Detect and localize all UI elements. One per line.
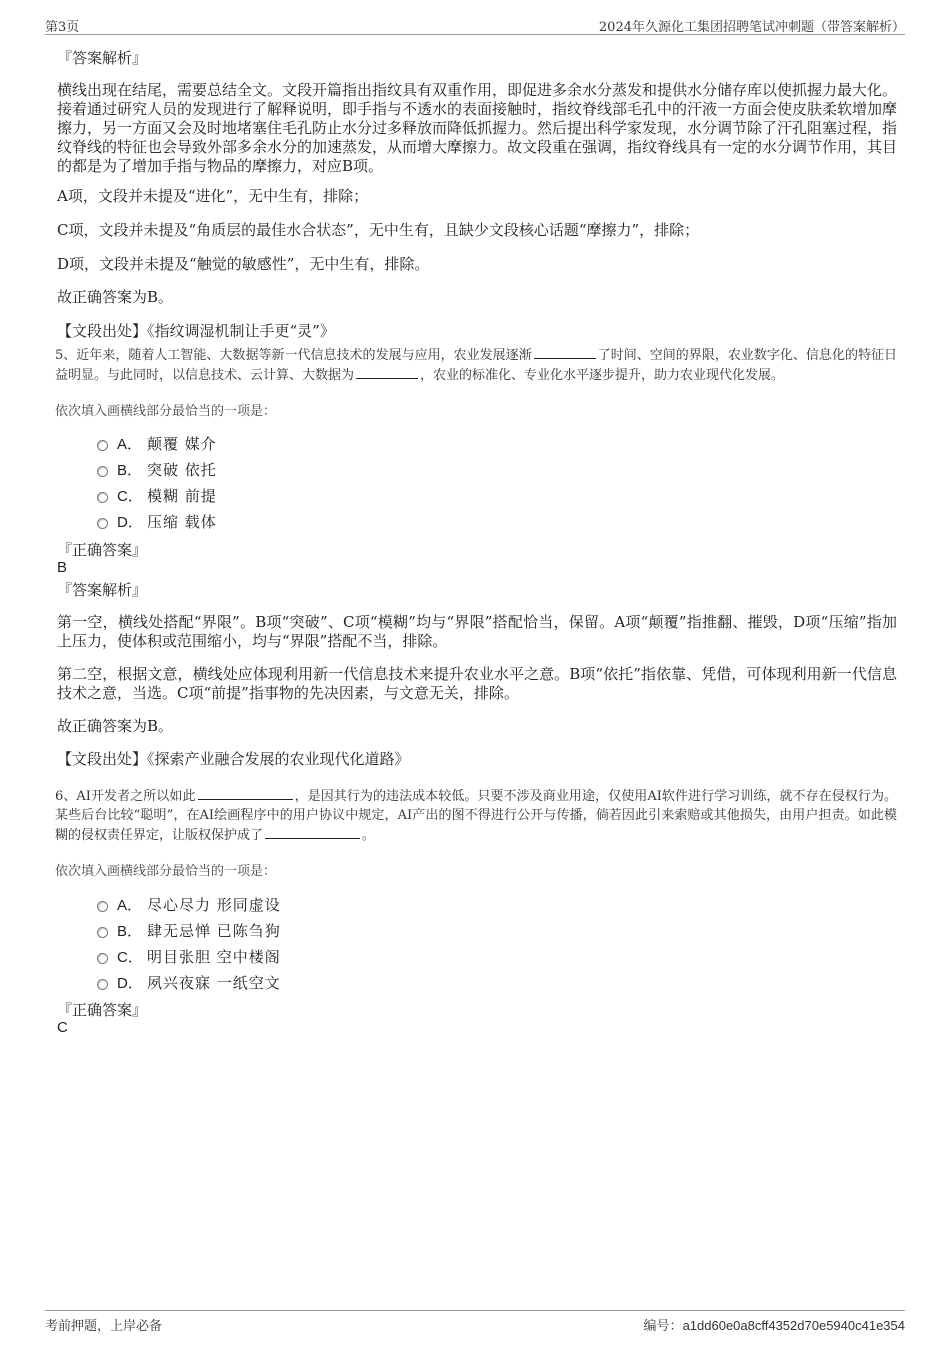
q5-option-a[interactable]	[97, 430, 397, 456]
option-letter: B．	[117, 922, 143, 940]
radio-icon[interactable]	[97, 518, 108, 529]
option-letter: D．	[117, 974, 143, 992]
q6-question-text	[55, 786, 897, 845]
footer-code-label: 编号：	[643, 1319, 683, 1334]
option-letter: B．	[117, 461, 143, 479]
footer-code-wrapper	[644, 1315, 905, 1334]
q6-prompt: 依次填入画横线部分最恰当的一项是：	[55, 864, 277, 879]
option-letter: D．	[117, 513, 143, 531]
q5-answer: B	[57, 559, 68, 576]
q4-analysis-label: 『答案解析』	[57, 49, 148, 67]
q6-blank-1	[198, 786, 293, 800]
q5-analysis-para-2: 第二空，根据文意，横线处应体现利用新一代信息技术来提升农业水平之意。B项“依托”指依靠、凭借，可体现利用新一代信息技术之意，当选。C项“前提”指事物的先决因素，与文意无关，排除。	[57, 665, 897, 702]
q5-answer-label: 『正确答案』	[57, 541, 148, 559]
q5-option-c[interactable]	[97, 482, 397, 508]
q5-blank-1	[534, 345, 596, 359]
q6-options	[97, 891, 397, 995]
option-text: 颠覆 媒介	[147, 434, 217, 453]
option-text: 明目张胆 空中楼阁	[147, 947, 281, 966]
radio-icon[interactable]	[97, 953, 108, 964]
q5-options	[97, 430, 397, 534]
radio-icon[interactable]	[97, 492, 108, 503]
radio-icon[interactable]	[97, 440, 108, 451]
q4-source: 【文段出处】《指纹调湿机制让手更“灵”》	[57, 322, 335, 340]
q5-text-part-1: 5、近年来，随着人工智能、大数据等新一代信息技术的发展与应用，农业发展逐渐	[55, 348, 532, 363]
q6-option-d[interactable]	[97, 969, 397, 995]
footer-code: a1dd60e0a8cff4352d70e5940c41e354	[682, 1318, 905, 1333]
radio-icon[interactable]	[97, 927, 108, 938]
q4-analysis-para-1: 横线出现在结尾，需要总结全文。文段开篇指出指纹具有双重作用，即促进多余水分蒸发和提供水分储存库以使抓握力最大化。接着通过研究人员的发现进行了解释说明，即手指与不透水的表面接触时，指纹脊线部毛孔中的汗液一方面会使皮肤柔软增加摩擦力，另一方面又会及时地堵塞住毛孔防止水分过多释放而降低抓握力。然后提出科学家发现，水分调节除了汗孔阻塞过程，指纹脊线的特征也会导致外部多余水分的加速蒸发，从而增大摩擦力。故文段重在强调，指纹脊线具有一定的水分调节作用，其目的都是为了增加手指与物品的摩擦力，对应B项。	[57, 81, 898, 175]
q6-text-part-1: 6、AI开发者之所以如此	[55, 789, 196, 804]
option-text: 突破 依托	[147, 460, 217, 479]
q5-option-b[interactable]	[97, 456, 397, 482]
q6-blank-2	[265, 825, 360, 839]
option-letter: A．	[117, 896, 143, 914]
option-text: 肆无忌惮 已陈刍狗	[147, 921, 281, 940]
q4-analysis-para-4: D项，文段并未提及“触觉的敏感性”，无中生有，排除。	[57, 255, 430, 273]
option-letter: C．	[117, 948, 143, 966]
option-text: 尽心尽力 形同虚设	[147, 895, 281, 914]
radio-icon[interactable]	[97, 901, 108, 912]
q6-option-b[interactable]	[97, 917, 397, 943]
page-footer	[45, 1310, 905, 1333]
q6-option-c[interactable]	[97, 943, 397, 969]
footer-slogan: 考前押题，上岸必备	[45, 1319, 163, 1334]
q5-option-d[interactable]	[97, 508, 397, 534]
q5-prompt: 依次填入画横线部分最恰当的一项是：	[55, 404, 277, 419]
q6-answer-label: 『正确答案』	[57, 1001, 148, 1019]
q6-option-a[interactable]	[97, 891, 397, 917]
q4-analysis-para-2: A项，文段并未提及“进化”，无中生有，排除；	[57, 187, 369, 205]
q5-analysis-label: 『答案解析』	[57, 581, 148, 599]
q5-question-text	[55, 345, 897, 385]
radio-icon[interactable]	[97, 979, 108, 990]
q4-analysis-para-3: C项，文段并未提及“角质层的最佳水合状态”，无中生有，且缺少文段核心话题“摩擦力”，排除；	[57, 221, 700, 239]
q5-text-part-3: ，农业的标准化、专业化水平逐步提升，助力农业现代化发展。	[420, 368, 785, 383]
option-text: 模糊 前提	[147, 486, 217, 505]
page-number: 第3页	[45, 20, 80, 35]
option-letter: C．	[117, 487, 143, 505]
option-text: 压缩 载体	[147, 512, 217, 531]
q6-text-part-3: 。	[362, 828, 376, 843]
q6-answer: C	[57, 1019, 68, 1036]
page-header	[45, 14, 905, 35]
q5-text-part-2: 了时间、空间的界限，农业数字化、信息化的特征日益明显。与此同时，以信息技术、云计算、大数据为	[55, 348, 897, 383]
q5-analysis-para-1: 第一空，横线处搭配“界限”。B项“突破”、C项“模糊”均与“界限”搭配恰当，保留。A项“颠覆”指推翻、摧毁，D项“压缩”指加上压力，使体积或范围缩小，均与“界限”搭配不当，排除。	[57, 613, 897, 650]
q5-blank-2	[356, 365, 418, 379]
q4-analysis-conclusion: 故正确答案为B。	[57, 288, 174, 306]
option-letter: A．	[117, 435, 143, 453]
q6-text-part-2: ，是因其行为的违法成本较低。只要不涉及商业用途，仅使用AI软件进行学习训练，就不存在侵权行为。某些后台比较“聪明”，在AI绘画程序中的用户协议中规定，AI产出的图不得进行公开与传播，倘若因此引来索赔或其他损失，由用户担责。如此模糊的侵权责任界定，让版权保护成了	[55, 789, 898, 843]
q5-analysis-conclusion: 故正确答案为B。	[57, 717, 174, 735]
q5-source: 【文段出处】《探索产业融合发展的农业现代化道路》	[57, 750, 410, 768]
document-title: 2024年久源化工集团招聘笔试冲刺题（带答案解析）	[598, 20, 905, 35]
option-text: 夙兴夜寐 一纸空文	[147, 973, 281, 992]
radio-icon[interactable]	[97, 466, 108, 477]
